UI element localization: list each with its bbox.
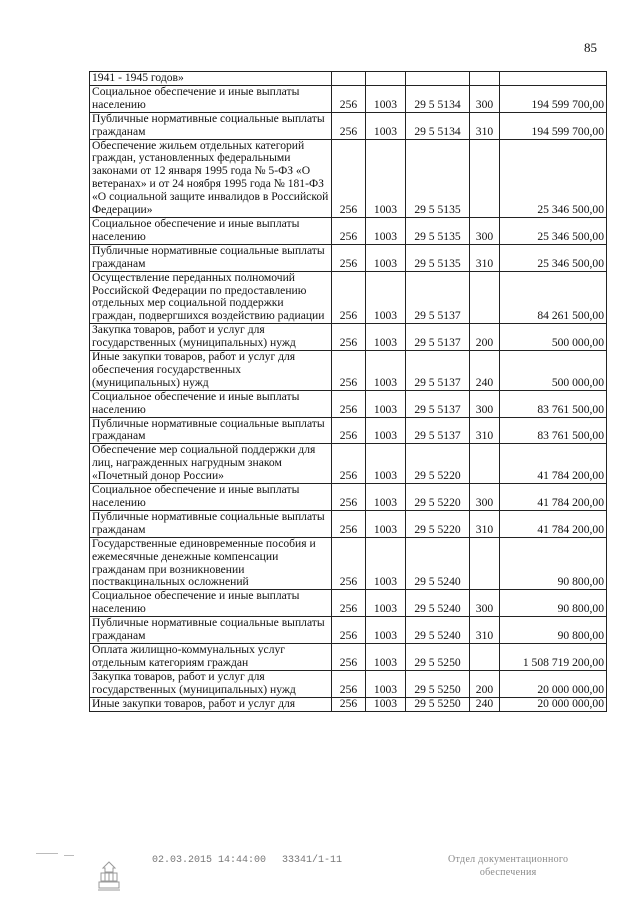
- cell-name: Публичные нормативные социальные выплаты гражданам: [90, 244, 332, 271]
- cell-ved: [332, 72, 366, 86]
- cell-rz: 1003: [366, 617, 406, 644]
- cell-name: Публичные нормативные социальные выплаты гражданам: [90, 510, 332, 537]
- table-row: [90, 351, 607, 391]
- page-footer: [0, 853, 640, 905]
- cell-name: Осуществление переданных полномочий Российской Федерации по предоставлению отдельных мер социальной поддержки граждан, подвергшихся воздействию радиации: [90, 271, 332, 324]
- table-row: [90, 617, 607, 644]
- cell-vr: [470, 444, 500, 484]
- cell-sum: 194 599 700,00: [500, 85, 607, 112]
- table-row: [90, 670, 607, 697]
- cell-name: 1941 - 1945 годов»: [90, 72, 332, 86]
- cell-sum: 90 800,00: [500, 537, 607, 590]
- cell-csr: 29 5 5135: [406, 139, 470, 217]
- cell-sum: 20 000 000,00: [500, 670, 607, 697]
- cell-rz: 1003: [366, 351, 406, 391]
- table-row: [90, 590, 607, 617]
- cell-csr: [406, 72, 470, 86]
- cell-vr: 240: [470, 697, 500, 711]
- cell-ved: 256: [332, 697, 366, 711]
- cell-name: Закупка товаров, работ и услуг для государственных (муниципальных) нужд: [90, 324, 332, 351]
- table-row: [90, 217, 607, 244]
- cell-rz: 1003: [366, 590, 406, 617]
- cell-vr: [470, 643, 500, 670]
- cell-csr: 29 5 5134: [406, 85, 470, 112]
- cell-csr: 29 5 5137: [406, 324, 470, 351]
- cell-csr: 29 5 5240: [406, 590, 470, 617]
- cell-name: Социальное обеспечение и иные выплаты населению: [90, 590, 332, 617]
- cell-ved: 256: [332, 244, 366, 271]
- page-number: 85: [584, 40, 597, 55]
- cell-ved: 256: [332, 590, 366, 617]
- cell-sum: 500 000,00: [500, 324, 607, 351]
- cell-csr: 29 5 5240: [406, 537, 470, 590]
- cell-rz: [366, 72, 406, 86]
- cell-rz: 1003: [366, 510, 406, 537]
- cell-ved: 256: [332, 217, 366, 244]
- stamp-line-1: Отдел документационного: [448, 854, 569, 865]
- cell-sum: 25 346 500,00: [500, 244, 607, 271]
- cell-vr: 300: [470, 590, 500, 617]
- cell-name: Государственные единовременные пособия и ежемесячные денежные компенсации гражданам при возникновении поствакцинальных осложнений: [90, 537, 332, 590]
- cell-name: Обеспечение мер социальной поддержки для лиц, награжденных нагрудным знаком «Почетный донор России»: [90, 444, 332, 484]
- table-row: [90, 271, 607, 324]
- cell-vr: 300: [470, 484, 500, 511]
- cell-ved: 256: [332, 417, 366, 444]
- cell-name: Публичные нормативные социальные выплаты гражданам: [90, 617, 332, 644]
- cell-ved: 256: [332, 537, 366, 590]
- department-stamp: [448, 853, 568, 879]
- cell-vr: 310: [470, 112, 500, 139]
- cell-csr: 29 5 5137: [406, 417, 470, 444]
- cell-rz: 1003: [366, 271, 406, 324]
- cell-rz: 1003: [366, 217, 406, 244]
- cell-ved: 256: [332, 351, 366, 391]
- cell-rz: 1003: [366, 390, 406, 417]
- table-row: [90, 510, 607, 537]
- cell-rz: 1003: [366, 139, 406, 217]
- cell-sum: [500, 72, 607, 86]
- table-row: [90, 112, 607, 139]
- cell-rz: 1003: [366, 417, 406, 444]
- cell-vr: 240: [470, 351, 500, 391]
- cell-ved: 256: [332, 112, 366, 139]
- cell-sum: 41 784 200,00: [500, 510, 607, 537]
- cell-rz: 1003: [366, 112, 406, 139]
- cell-name: Социальное обеспечение и иные выплаты населению: [90, 484, 332, 511]
- cell-sum: 41 784 200,00: [500, 484, 607, 511]
- cell-rz: 1003: [366, 697, 406, 711]
- cell-ved: 256: [332, 617, 366, 644]
- cell-sum: 83 761 500,00: [500, 417, 607, 444]
- cell-vr: 300: [470, 217, 500, 244]
- scan-artifact: [36, 853, 58, 854]
- cell-vr: 300: [470, 85, 500, 112]
- cell-ved: 256: [332, 390, 366, 417]
- cell-sum: 90 800,00: [500, 590, 607, 617]
- cell-sum: 1 508 719 200,00: [500, 643, 607, 670]
- cell-ved: 256: [332, 484, 366, 511]
- cell-vr: 310: [470, 510, 500, 537]
- budget-table-body: [90, 72, 607, 712]
- footer-doc-number: 33341/1-11: [282, 855, 343, 866]
- cell-csr: 29 5 5250: [406, 643, 470, 670]
- cell-csr: 29 5 5135: [406, 244, 470, 271]
- cell-name: Иные закупки товаров, работ и услуг для обеспечения государственных (муниципальных) нужд: [90, 351, 332, 391]
- cell-sum: 83 761 500,00: [500, 390, 607, 417]
- table-row: [90, 444, 607, 484]
- cell-vr: 200: [470, 324, 500, 351]
- cell-name: Социальное обеспечение и иные выплаты населению: [90, 85, 332, 112]
- cell-rz: 1003: [366, 670, 406, 697]
- cell-name: Обеспечение жильем отдельных категорий граждан, установленных федеральными законами от 12 января 1995 года № 5-ФЗ «О ветеранах» и от 24 ноября 1995 года № 181-ФЗ «О социальной защите инвалидов в Российской Федерации»: [90, 139, 332, 217]
- cell-sum: 25 346 500,00: [500, 139, 607, 217]
- cell-name: Публичные нормативные социальные выплаты гражданам: [90, 417, 332, 444]
- cell-sum: 500 000,00: [500, 351, 607, 391]
- cell-csr: 29 5 5220: [406, 510, 470, 537]
- cell-name: Публичные нормативные социальные выплаты гражданам: [90, 112, 332, 139]
- cell-csr: 29 5 5137: [406, 271, 470, 324]
- cell-rz: 1003: [366, 537, 406, 590]
- table-row: [90, 643, 607, 670]
- cell-ved: 256: [332, 271, 366, 324]
- cell-csr: 29 5 5250: [406, 697, 470, 711]
- cell-vr: [470, 72, 500, 86]
- emblem-icon: [96, 859, 122, 893]
- cell-vr: 310: [470, 244, 500, 271]
- table-row: [90, 72, 607, 86]
- cell-csr: 29 5 5134: [406, 112, 470, 139]
- cell-sum: 84 261 500,00: [500, 271, 607, 324]
- cell-sum: 25 346 500,00: [500, 217, 607, 244]
- cell-sum: 20 000 000,00: [500, 697, 607, 711]
- stamp-line-2: обеспечения: [479, 867, 537, 878]
- table-row: [90, 417, 607, 444]
- cell-rz: 1003: [366, 324, 406, 351]
- cell-csr: 29 5 5240: [406, 617, 470, 644]
- table-row: [90, 85, 607, 112]
- cell-ved: 256: [332, 643, 366, 670]
- cell-csr: 29 5 5137: [406, 390, 470, 417]
- cell-name: Закупка товаров, работ и услуг для государственных (муниципальных) нужд: [90, 670, 332, 697]
- cell-name: Иные закупки товаров, работ и услуг для: [90, 697, 332, 711]
- cell-csr: 29 5 5250: [406, 670, 470, 697]
- scan-artifact: [64, 855, 74, 856]
- cell-rz: 1003: [366, 244, 406, 271]
- cell-vr: 310: [470, 617, 500, 644]
- cell-sum: 194 599 700,00: [500, 112, 607, 139]
- budget-table: [89, 71, 607, 712]
- cell-vr: [470, 139, 500, 217]
- cell-ved: 256: [332, 510, 366, 537]
- cell-vr: 300: [470, 390, 500, 417]
- cell-rz: 1003: [366, 85, 406, 112]
- cell-vr: 310: [470, 417, 500, 444]
- cell-name: Социальное обеспечение и иные выплаты населению: [90, 390, 332, 417]
- cell-ved: 256: [332, 139, 366, 217]
- footer-datetime: 02.03.2015 14:44:00: [152, 855, 267, 866]
- cell-vr: [470, 537, 500, 590]
- cell-ved: 256: [332, 444, 366, 484]
- cell-name: Оплата жилищно-коммунальных услуг отдельным категориям граждан: [90, 643, 332, 670]
- cell-vr: 200: [470, 670, 500, 697]
- cell-name: Социальное обеспечение и иные выплаты населению: [90, 217, 332, 244]
- cell-vr: [470, 271, 500, 324]
- cell-ved: 256: [332, 324, 366, 351]
- cell-ved: 256: [332, 85, 366, 112]
- cell-csr: 29 5 5135: [406, 217, 470, 244]
- table-row: [90, 484, 607, 511]
- cell-csr: 29 5 5220: [406, 444, 470, 484]
- table-row: [90, 139, 607, 217]
- table-row: [90, 390, 607, 417]
- cell-sum: 41 784 200,00: [500, 444, 607, 484]
- cell-sum: 90 800,00: [500, 617, 607, 644]
- cell-rz: 1003: [366, 444, 406, 484]
- cell-csr: 29 5 5220: [406, 484, 470, 511]
- table-row: [90, 244, 607, 271]
- table-row: [90, 697, 607, 711]
- cell-rz: 1003: [366, 643, 406, 670]
- cell-rz: 1003: [366, 484, 406, 511]
- table-row: [90, 537, 607, 590]
- cell-ved: 256: [332, 670, 366, 697]
- cell-csr: 29 5 5137: [406, 351, 470, 391]
- table-row: [90, 324, 607, 351]
